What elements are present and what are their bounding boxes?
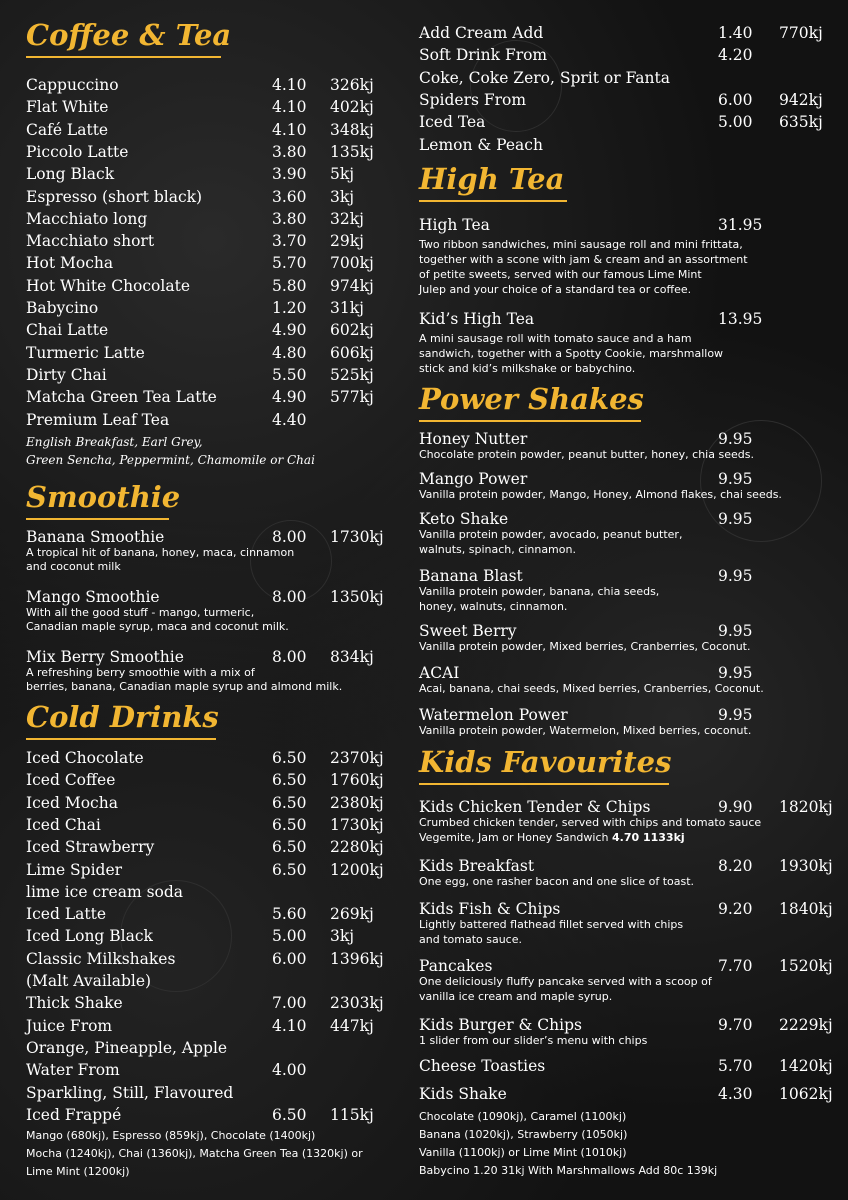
item-price: 9.95 <box>718 470 753 488</box>
item-description: Canadian maple syrup, maca and coconut milk. <box>26 620 289 633</box>
item-kilojoules: 1062kj <box>779 1085 833 1103</box>
item-kilojoules: 974kj <box>330 276 374 295</box>
menu-item <box>419 796 834 818</box>
item-description: together with a scone with jam & cream and an assortment <box>419 253 748 266</box>
item-description: A mini sausage roll with tomato sauce and a ham <box>419 332 692 345</box>
item-name: Water From <box>26 1061 120 1080</box>
item-kilojoules: 1820kj <box>779 798 833 816</box>
item-kilojoules: 402kj <box>330 98 374 117</box>
item-price: 31.95 <box>718 216 763 234</box>
item-name: Flat White <box>26 98 109 117</box>
item-name: Espresso (short black) <box>26 187 203 206</box>
item-kilojoules: 577kj <box>330 388 374 407</box>
item-kilojoules: 606kj <box>330 343 374 362</box>
item-kilojoules: 2280kj <box>330 838 384 857</box>
item-name: Iced Strawberry <box>26 838 155 857</box>
item-price: 1.40 <box>718 24 753 42</box>
menu-item <box>26 903 396 925</box>
sandwich-option-text: Vegemite, Jam or Honey Sandwich <box>419 831 612 844</box>
item-name: Spiders From <box>419 90 527 109</box>
item-description: berries, banana, Canadian maple syrup and almond milk. <box>26 680 343 693</box>
item-name: Babycino <box>26 299 99 317</box>
item-name: Mix Berry Smoothie <box>26 648 184 666</box>
item-kilojoules: 326kj <box>330 76 374 94</box>
item-name: ACAI <box>419 664 460 682</box>
item-kilojoules: 2303kj <box>330 994 384 1013</box>
item-name: Add Cream Add <box>419 24 544 42</box>
item-description: Vanilla protein powder, Mixed berries, Cranberries, Coconut. <box>419 640 751 653</box>
item-price: 8.20 <box>718 857 753 875</box>
item-description: of petite sweets, served with our famous Lime Mint <box>419 268 702 281</box>
item-price: 6.50 <box>272 860 307 879</box>
item-kilojoules: 3kj <box>330 187 355 206</box>
menu-item <box>26 925 396 947</box>
menu-item <box>26 386 396 408</box>
item-price: 8.00 <box>272 528 307 546</box>
item-price: 6.50 <box>272 771 307 790</box>
item-description: Acai, banana, chai seeds, Mixed berries, Cranberries, Coconut. <box>419 682 764 695</box>
item-kilojoules: 1200kj <box>330 860 384 879</box>
item-description: One deliciously fluffy pancake served with a scoop of <box>419 975 712 988</box>
menu-item <box>419 620 834 642</box>
item-price: 4.10 <box>272 1016 307 1035</box>
section-heading <box>419 162 564 196</box>
heading-underline <box>419 420 641 422</box>
menu-item <box>26 526 396 548</box>
item-price: 5.60 <box>272 905 307 924</box>
item-description: One egg, one rasher bacon and one slice of toast. <box>419 875 695 888</box>
item-price: 9.90 <box>718 798 753 816</box>
section-title: Smoothie <box>26 480 181 514</box>
menu-item <box>26 208 396 230</box>
item-price: 9.70 <box>718 1016 753 1034</box>
menu-item <box>419 308 834 330</box>
item-description: Vanilla protein powder, Mango, Honey, Almond flakes, chai seeds. <box>419 488 782 501</box>
item-name: Pancakes <box>419 957 493 975</box>
menu-item <box>26 163 396 185</box>
item-description: honey, walnuts, cinnamon. <box>419 600 568 613</box>
item-price: 3.90 <box>272 165 307 184</box>
section-heading <box>26 480 180 514</box>
heading-underline <box>419 200 567 202</box>
item-kilojoules: 1840kj <box>779 900 833 918</box>
item-note: Sparkling, Still, Flavoured <box>26 1083 234 1102</box>
item-price: 6.50 <box>272 815 307 834</box>
section-heading <box>419 382 644 416</box>
item-name: Kid’s High Tea <box>419 310 535 328</box>
item-name: Lime Spider <box>26 860 123 879</box>
item-name: Kids Breakfast <box>419 857 535 875</box>
menu-item <box>26 836 396 858</box>
item-name: Iced Chai <box>26 815 101 834</box>
item-price: 4.90 <box>272 321 307 340</box>
item-note: Orange, Pineapple, Apple <box>26 1038 228 1057</box>
item-name: Long Black <box>26 165 115 184</box>
item-name: Iced Latte <box>26 905 106 924</box>
item-price: 5.00 <box>272 927 307 946</box>
item-description: Crumbed chicken tender, served with chips and tomato sauce <box>419 816 762 829</box>
item-description: vanilla ice cream and maple syrup. <box>419 990 613 1003</box>
menu-item <box>419 44 834 66</box>
item-name: Iced Tea <box>419 113 486 132</box>
item-kilojoules: 348kj <box>330 120 374 139</box>
item-price: 3.80 <box>272 142 307 161</box>
item-kilojoules: 1396kj <box>330 949 384 968</box>
item-description: walnuts, spinach, cinnamon. <box>419 543 576 556</box>
item-description: 1 slider from our slider’s menu with chips <box>419 1034 648 1047</box>
item-description: Lightly battered flathead fillet served with chips <box>419 918 684 931</box>
frappe-flavours: Mocha (1240kj), Chai (1360kj), Matcha Green Tea (1320kj) or <box>26 1147 363 1160</box>
item-description: With all the good stuff - mango, turmeric, <box>26 606 255 619</box>
item-name: Thick Shake <box>26 994 123 1013</box>
item-price: 4.10 <box>272 76 307 94</box>
item-name: Iced Mocha <box>26 793 118 812</box>
tea-varieties: English Breakfast, Earl Grey, <box>26 435 203 449</box>
menu-item <box>419 428 834 450</box>
item-name: Dirty Chai <box>26 365 107 384</box>
item-price: 6.00 <box>718 90 753 109</box>
shake-flavours: Babycino 1.20 31kj With Marshmallows Add 80c 139kj <box>419 1164 718 1177</box>
item-price: 9.20 <box>718 900 753 918</box>
item-description: stick and kid’s milkshake or babychino. <box>419 362 636 375</box>
menu-item <box>26 119 396 141</box>
heading-underline <box>419 783 669 785</box>
menu-item <box>26 275 396 297</box>
item-name: Kids Shake <box>419 1085 507 1103</box>
item-price: 9.95 <box>718 567 753 585</box>
menu-item <box>26 364 396 386</box>
item-kilojoules: 2229kj <box>779 1016 833 1034</box>
menu-item <box>419 1014 834 1036</box>
item-price: 5.80 <box>272 276 307 295</box>
item-price: 6.00 <box>272 949 307 968</box>
item-name: Piccolo Latte <box>26 142 129 161</box>
item-kilojoules: 1930kj <box>779 857 833 875</box>
item-price: 8.00 <box>272 588 307 606</box>
menu-item <box>419 214 834 236</box>
menu-item <box>26 992 396 1014</box>
menu-item <box>419 111 834 133</box>
section-heading <box>419 745 671 779</box>
item-name: Chai Latte <box>26 321 109 340</box>
item-name: Iced Frappé <box>26 1105 122 1124</box>
item-kilojoules: 1420kj <box>779 1057 833 1075</box>
menu-item <box>26 769 396 791</box>
item-kilojoules: 602kj <box>330 321 374 340</box>
item-price: 9.95 <box>718 664 753 682</box>
item-kilojoules: 770kj <box>779 24 823 42</box>
item-price: 7.70 <box>718 957 753 975</box>
item-price: 6.50 <box>272 793 307 812</box>
frappe-flavours: Lime Mint (1200kj) <box>26 1165 130 1178</box>
menu-item <box>419 1055 834 1077</box>
item-description: Vanilla protein powder, avocado, peanut butter, <box>419 528 683 541</box>
item-name: Café Latte <box>26 120 109 139</box>
item-note: (Malt Available) <box>26 972 152 990</box>
menu-item <box>419 468 834 490</box>
tea-varieties: Green Sencha, Peppermint, Chamomile or Chai <box>26 453 315 467</box>
item-kilojoules: 700kj <box>330 254 374 273</box>
item-name: Mango Smoothie <box>26 588 160 606</box>
item-price: 8.00 <box>272 648 307 666</box>
item-price: 4.00 <box>272 1061 307 1080</box>
item-description: Vanilla protein powder, Watermelon, Mixed berries, coconut. <box>419 724 752 737</box>
menu-item <box>26 1015 396 1037</box>
section-heading <box>26 700 219 734</box>
item-kilojoules: 447kj <box>330 1016 374 1035</box>
item-name: Sweet Berry <box>419 622 517 640</box>
item-price: 3.80 <box>272 209 307 228</box>
item-price: 6.50 <box>272 1105 307 1124</box>
item-description: A refreshing berry smoothie with a mix of <box>26 666 255 679</box>
item-price: 4.40 <box>272 410 307 429</box>
item-kilojoules: 3kj <box>330 927 355 946</box>
menu-item <box>26 792 396 814</box>
item-name: Hot White Chocolate <box>26 276 190 295</box>
item-name: Matcha Green Tea Latte <box>26 388 217 407</box>
item-price: 5.50 <box>272 365 307 384</box>
item-price: 3.70 <box>272 232 307 251</box>
item-price: 4.80 <box>272 343 307 362</box>
menu-item <box>419 508 834 530</box>
item-name: High Tea <box>419 216 490 234</box>
item-price: 9.95 <box>718 706 753 724</box>
menu-item <box>26 646 396 668</box>
item-kilojoules: 1350kj <box>330 588 384 606</box>
menu-item <box>26 96 396 118</box>
item-description: A tropical hit of banana, honey, maca, cinnamon <box>26 546 295 559</box>
item-price: 9.95 <box>718 510 753 528</box>
item-kilojoules: 2380kj <box>330 793 384 812</box>
item-kilojoules: 269kj <box>330 905 374 924</box>
item-name: Mango Power <box>419 470 528 488</box>
item-name: Cheese Toasties <box>419 1057 546 1075</box>
section-title: High Tea <box>419 162 565 196</box>
menu-item <box>26 409 396 431</box>
heading-underline <box>26 738 216 740</box>
item-kilojoules: 5kj <box>330 165 355 184</box>
item-kilojoules: 635kj <box>779 113 823 132</box>
item-description: sandwich, together with a Spotty Cookie, marshmallow <box>419 347 724 360</box>
section-title: Power Shakes <box>419 382 644 416</box>
item-description: and tomato sauce. <box>419 933 522 946</box>
item-price: 5.70 <box>718 1057 753 1075</box>
item-name: Iced Chocolate <box>26 749 144 767</box>
menu-item <box>419 898 834 920</box>
item-name: Keto Shake <box>419 510 509 528</box>
section-title: Cold Drinks <box>26 700 219 734</box>
menu-item <box>26 252 396 274</box>
item-kilojoules: 31kj <box>330 299 364 317</box>
menu-item <box>26 586 396 608</box>
item-name: Iced Long Black <box>26 927 153 946</box>
item-price: 4.30 <box>718 1085 753 1103</box>
item-kilojoules: 135kj <box>330 142 374 161</box>
item-name: Kids Fish & Chips <box>419 900 561 918</box>
item-kilojoules: 1520kj <box>779 957 833 975</box>
item-name: Banana Smoothie <box>26 528 165 546</box>
shake-flavours: Banana (1020kj), Strawberry (1050kj) <box>419 1128 628 1141</box>
item-price: 1.20 <box>272 299 307 317</box>
menu-item <box>26 74 396 96</box>
menu-item <box>419 89 834 111</box>
menu-item <box>26 297 396 319</box>
item-description: Chocolate protein powder, peanut butter, honey, chia seeds. <box>419 448 754 461</box>
item-kilojoules: 1760kj <box>330 771 384 790</box>
item-kilojoules: 1730kj <box>330 815 384 834</box>
sandwich-option-price: 4.70 1133kj <box>611 831 685 844</box>
item-description: Two ribbon sandwiches, mini sausage roll and mini frittata, <box>419 238 743 251</box>
item-price: 9.95 <box>718 430 753 448</box>
section-title: Kids Favourites <box>419 745 672 779</box>
item-price: 9.95 <box>718 622 753 640</box>
item-name: Macchiato long <box>26 209 148 228</box>
menu-item <box>419 955 834 977</box>
shake-flavours: Vanilla (1100kj) or Lime Mint (1010kj) <box>419 1146 627 1159</box>
item-description: Julep and your choice of a standard tea or coffee. <box>419 283 692 296</box>
item-name: Kids Burger & Chips <box>419 1016 582 1034</box>
menu-item <box>419 1083 834 1105</box>
item-name: Kids Chicken Tender & Chips <box>419 798 651 816</box>
shake-flavours: Chocolate (1090kj), Caramel (1100kj) <box>419 1110 627 1123</box>
item-price: 5.00 <box>718 113 753 132</box>
menu-item <box>419 22 834 44</box>
heading-underline <box>26 56 221 58</box>
menu-item <box>419 662 834 684</box>
menu-item <box>26 186 396 208</box>
item-name: Soft Drink From <box>419 46 548 65</box>
item-kilojoules: 32kj <box>330 209 364 228</box>
item-price: 4.90 <box>272 388 307 407</box>
menu-item <box>26 319 396 341</box>
item-price: 6.50 <box>272 838 307 857</box>
item-price: 7.00 <box>272 994 307 1013</box>
section-title: Coffee & Tea <box>26 18 232 52</box>
frappe-flavours: Mango (680kj), Espresso (859kj), Chocolate (1400kj) <box>26 1129 316 1142</box>
item-description: Vanilla protein powder, banana, chia seeds, <box>419 585 660 598</box>
menu-item <box>26 859 396 881</box>
section-heading <box>26 18 231 52</box>
item-name: Watermelon Power <box>419 706 568 724</box>
menu-item <box>26 342 396 364</box>
item-price: 4.10 <box>272 98 307 117</box>
item-name: Classic Milkshakes <box>26 949 176 968</box>
sandwich-option <box>419 831 685 845</box>
item-price: 4.20 <box>718 46 753 65</box>
item-note: Lemon & Peach <box>419 135 543 154</box>
item-name: Banana Blast <box>419 567 523 585</box>
heading-underline <box>26 518 169 520</box>
item-name: Cappuccino <box>26 76 119 94</box>
item-price: 6.50 <box>272 749 307 767</box>
item-name: Honey Nutter <box>419 430 528 448</box>
item-name: Macchiato short <box>26 232 155 251</box>
menu-item <box>26 814 396 836</box>
item-price: 5.70 <box>272 254 307 273</box>
item-kilojoules: 525kj <box>330 365 374 384</box>
item-kilojoules: 2370kj <box>330 749 384 767</box>
item-name: Premium Leaf Tea <box>26 410 170 429</box>
menu-item <box>26 141 396 163</box>
menu-item <box>26 230 396 252</box>
item-kilojoules: 942kj <box>779 90 823 109</box>
item-price: 4.10 <box>272 120 307 139</box>
item-name: Juice From <box>26 1016 113 1035</box>
item-name: Iced Coffee <box>26 771 116 790</box>
item-name: Hot Mocha <box>26 254 114 273</box>
menu-item <box>26 747 396 769</box>
item-price: 13.95 <box>718 310 763 328</box>
menu-item <box>26 1104 396 1126</box>
item-description: and coconut milk <box>26 560 121 573</box>
item-price: 3.60 <box>272 187 307 206</box>
item-note: lime ice cream soda <box>26 882 184 901</box>
menu-item <box>26 948 396 970</box>
menu-item <box>419 855 834 877</box>
item-kilojoules: 115kj <box>330 1105 374 1124</box>
item-kilojoules: 29kj <box>330 232 364 251</box>
item-kilojoules: 834kj <box>330 648 374 666</box>
menu-item <box>419 565 834 587</box>
item-kilojoules: 1730kj <box>330 528 384 546</box>
menu-item <box>419 704 834 726</box>
item-note: Coke, Coke Zero, Sprit or Fanta <box>419 68 670 87</box>
item-name: Turmeric Latte <box>26 343 145 362</box>
menu-item <box>26 1059 396 1081</box>
